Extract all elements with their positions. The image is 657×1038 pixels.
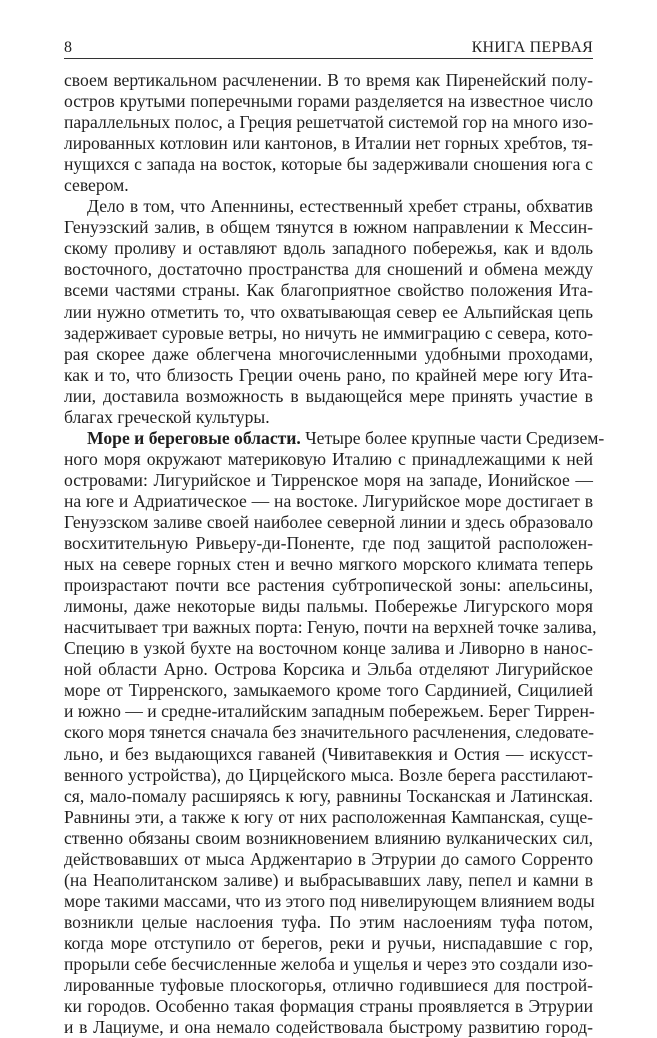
text-line: ственно обязаны своим возникновением влиянию вулканических сил, (64, 827, 593, 848)
text-line: нущихся с запада на восток, которые бы задерживали сношения юга с (64, 154, 593, 175)
text-line: Специю в узкой бухте на восточном конце залива и Ливорно в нанос- (64, 638, 593, 659)
text-line: лированных котловин или кантонов, в Италии нет горных хребтов, тя- (64, 133, 593, 154)
text-line: лии, доставила возможность в выдающейся мере принять участие в (64, 385, 593, 406)
section-heading: Море и береговые области. (87, 427, 301, 448)
text-line: ной области Арно. Острова Корсика и Эльба отделяют Лигурийское (64, 659, 593, 680)
text-line: задерживает суровые ветры, но ничуть не иммиграцию с севера, кото- (64, 322, 593, 343)
text-line: Генуэзском заливе своей наиболее северной линии и здесь образовало (64, 511, 593, 532)
text-line: прорыли себе бесчисленные желоба и ущелья и через это создали изо- (64, 953, 594, 974)
text-line: лимоны, даже некоторые виды пальмы. Побережье Лигурского моря (64, 596, 593, 617)
text-line: произрастают почти все растения субтропической зоны: апельсины, (64, 575, 593, 596)
text-line: Генуэзский залив, в общем тянутся в южном направлении к Мессин- (64, 217, 593, 238)
text-line: всеми частями страны. Как благоприятное свойство положения Ита- (64, 280, 593, 301)
page-number: 8 (64, 39, 72, 56)
text-line: ся, мало-помалу расширяясь к югу, равнины Тосканская и Латинская. (64, 785, 593, 806)
text-line: как и то, что близость Греции очень рано, по крайней мере югу Ита- (64, 364, 593, 385)
text-line: благах греческой культуры. (64, 406, 270, 427)
text-line: Равнины эти, а также к югу от них расположенная Кампанская, суще- (64, 806, 593, 827)
text-line: скому проливу и оставляют вдоль западного побережья, как и вдоль (64, 238, 593, 259)
text-line: ского моря тянется сначала без значительного расчленения, следовате- (64, 722, 595, 743)
text-line: когда море отступило от берегов, реки и ручьи, ниспадавшие с гор, (64, 932, 593, 953)
text-line: рая скорее даже облегчена многочисленными удобными проходами, (64, 343, 593, 364)
running-header (64, 40, 593, 59)
running-title: КНИГА ПЕРВАЯ (471, 39, 593, 56)
text-line: ки городов. Особенно такая формация страны проявляется в Этрурии (64, 996, 593, 1017)
text-line: венного устройства), до Цирцейского мыса. Возле берега расстилают- (64, 764, 593, 785)
text-line: ного моря окружают материковую Италию с принадлежащими к ней (64, 448, 593, 469)
text-line (64, 427, 605, 449)
text-line: возникли целые наслоения туфа. По этим наслоениям туфа потом, (64, 911, 593, 932)
text-line: льно, и без выдающихся гаваней (Чивитавеккия и Остия — искусст- (64, 743, 593, 764)
text-line: действовавших от мыса Арджентарио в Этрурии до самого Сорренто (64, 848, 593, 869)
text-line: море от Тирренского, замыкаемого кроме того Сардинией, Сицилией (64, 680, 593, 701)
text-line: островами: Лигурийское и Тирренское моря на западе, Ионийское — (64, 469, 593, 490)
text-run: Четыре более крупные части Средизем- (300, 427, 605, 448)
text-line: ных на севере горных стен и вечно мягкого морского климата теперь (64, 554, 593, 575)
text-line: лированные туфовые плоскогорья, отлично годившиеся для построй- (64, 975, 593, 996)
text-line: и южно — и средне-италийским западным побережьем. Берег Тиррен- (64, 701, 595, 722)
text-line: параллельных полос, а Греция решетчатой системой гор на много изо- (64, 112, 594, 133)
text-line: Дело в том, что Апеннины, естественный хребет страны, обхватив (87, 196, 593, 217)
text-line: остров крутыми поперечными горами разделяется на известное число (64, 91, 593, 112)
paragraph-2 (64, 196, 593, 428)
paragraph-1 (64, 70, 593, 196)
text-line: восточного, достаточно пространства для сношений и обмена между (64, 259, 593, 280)
text-line: (на Неаполитанском заливе) и выбрасывавших лаву, пепел и камни в (64, 869, 593, 890)
text-line: севером. (64, 175, 129, 196)
text-line: и в Лациуме, и она немало содействовала быстрому развитию город- (64, 1017, 593, 1038)
text-line: на юге и Адриатическое — на востоке. Лигурийское море достигает в (64, 490, 593, 511)
text-line: море такими массами, что из этого под нивелирующем влиянием воды (64, 890, 595, 911)
text-line: насчитывает три важных порта: Геную, почти на верхней точке залива, (64, 617, 597, 638)
page-body (64, 70, 605, 1038)
paragraph-3 (64, 427, 605, 1038)
text-line: восхитительную Ривьеру-ди-Поненте, где под защитой расположен- (64, 533, 593, 554)
text-line: своем вертикальном расчленении. В то время как Пиренейский полу- (64, 70, 593, 90)
text-line: лии нужно отметить то, что охватывающая север ее Альпийская цепь (64, 301, 593, 322)
